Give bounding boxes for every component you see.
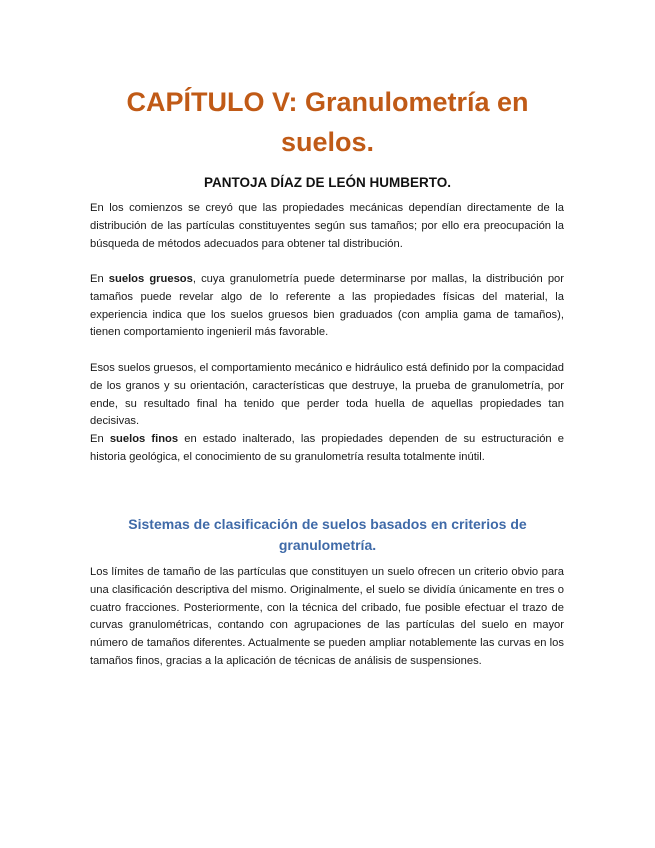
chapter-title: CAPÍTULO V: Granulometría en suelos.: [126, 87, 529, 157]
paragraph-prefix: En: [90, 433, 110, 445]
paragraph-clasificacion-text: Los límites de tamaño de las partículas que constituyen un suelo ofrecen un criterio obvio para una clasificación descriptiva del mismo. Originalmente, el suelo se dividía únicamente en tres o cuatro fracciones. Posteriormente, con la técnica del cribado, fue posible efectuar el trazo de curvas granulométricas, contando con agrupaciones de las partículas del suelo en mayor número de tamaños diferentes. Actualmente se pueden ampliar notablemente las curvas en los tamaños finos, gracias a la aplicación de técnicas de análisis de suspensiones.: [90, 566, 564, 667]
paragraph-comportamiento: [90, 360, 564, 431]
paragraph-rest: , cuya granulometría puede determinarse por mallas, la distribución por tamaños puede revelar algo de lo referente a las propiedades físicas del material, la experiencia indica que los suelos gruesos bien graduados (con amplia gama de tamaños), tienen comportamiento ingenieril más favorable.: [90, 273, 564, 339]
paragraph-suelos-finos: [90, 431, 564, 467]
paragraph-intro: [90, 200, 564, 253]
paragraph-suelos-gruesos: [90, 271, 564, 342]
paragraph-intro-text: En los comienzos se creyó que las propiedades mecánicas dependían directamente de la distribución de las partículas constituyentes según sus tamaños; por ello era preocupación la búsqueda de métodos adecuados para obtener tal distribución.: [90, 202, 564, 250]
section-heading: Sistemas de clasificación de suelos basados en criterios de granulometría.: [128, 516, 527, 553]
term-suelos-gruesos: suelos gruesos: [108, 273, 193, 285]
paragraph-clasificacion: [90, 564, 564, 671]
paragraph-rest: en estado inalterado, las propiedades dependen de su estructuración e historia geológica, el conocimiento de su granulometría resulta totalmente inútil.: [90, 433, 564, 463]
paragraph-comportamiento-text: Esos suelos gruesos, el comportamiento mecánico e hidráulico está definido por la compacidad de los granos y su orientación, características que destruye, la prueba de granulometría, por ende, su resultado final ha tenido que perder toda huella de aquellas propiedades tan decisivas.: [90, 362, 564, 428]
paragraph-prefix: En: [90, 273, 109, 285]
term-suelos-finos: suelos finos: [109, 433, 179, 445]
author-name: PANTOJA DÍAZ DE LEÓN HUMBERTO.: [203, 175, 451, 190]
